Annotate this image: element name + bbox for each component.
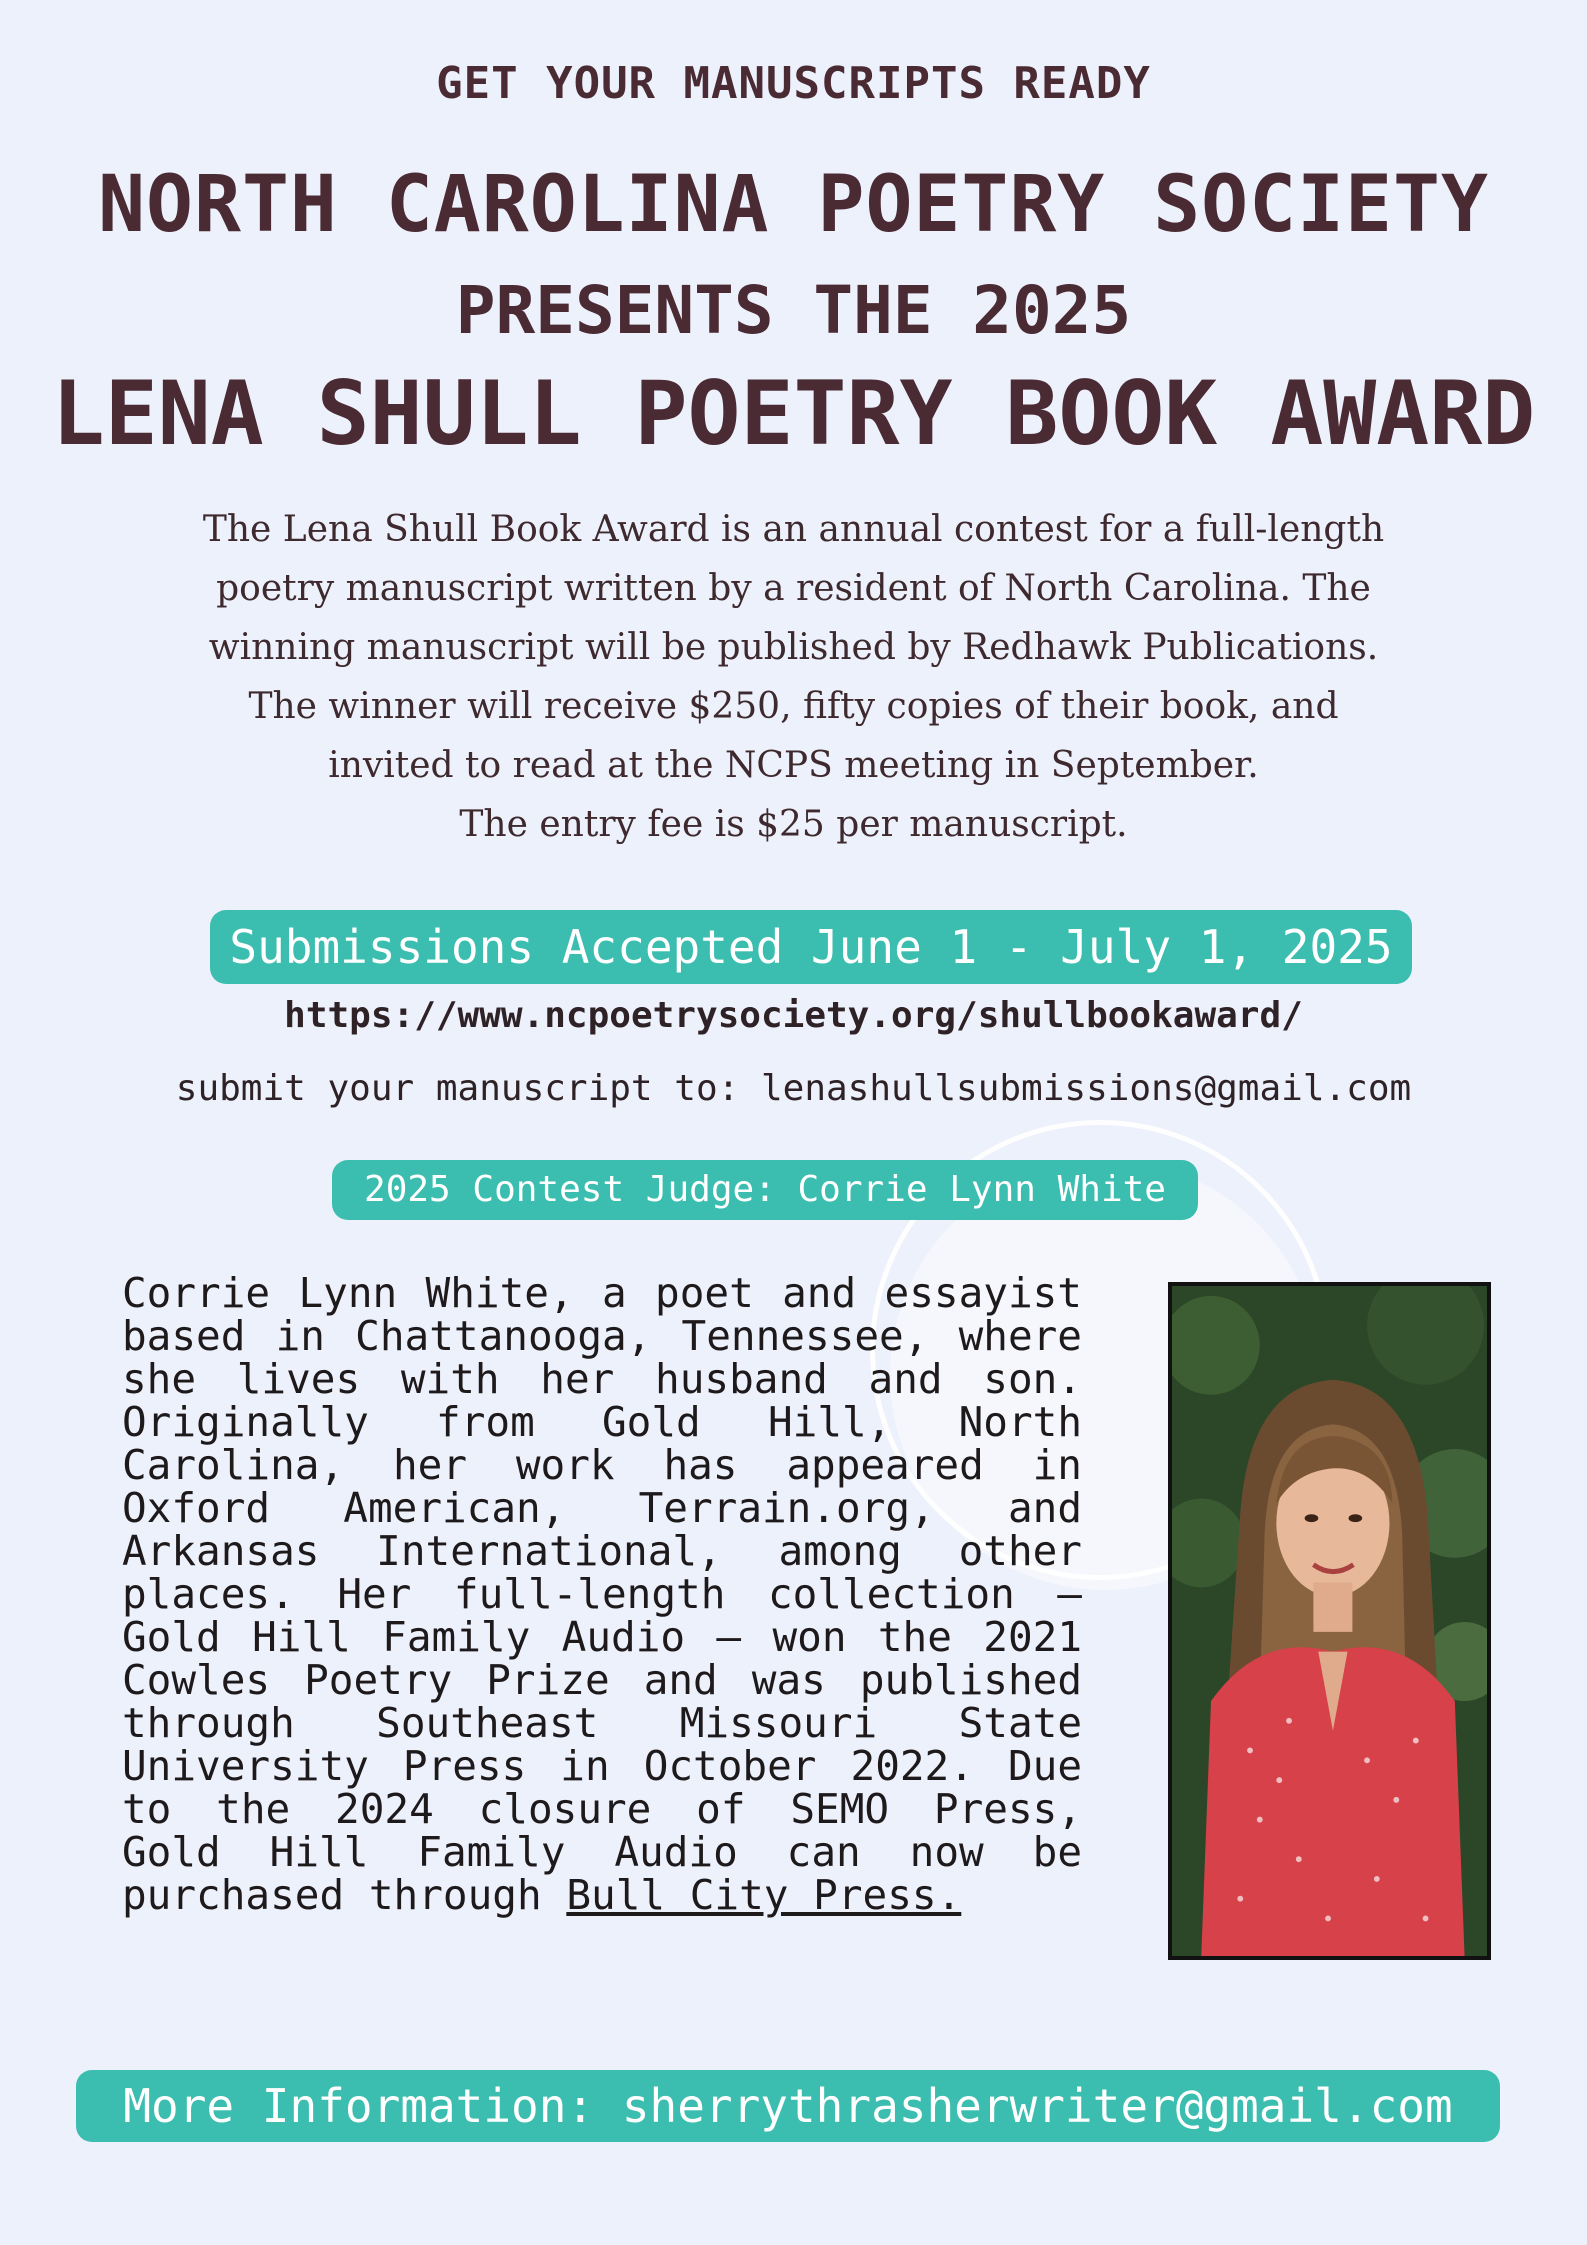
portrait-illustration	[1172, 1286, 1487, 1956]
bull-city-press-link[interactable]: Bull City Press.	[566, 1871, 962, 1919]
kicker-heading: GET YOUR MANUSCRIPTS READY	[436, 58, 1151, 109]
submit-email-line: submit your manuscript to: lenashullsubmissions@gmail.com	[175, 1068, 1412, 1109]
award-title: LENA SHULL POETRY BOOK AWARD	[51, 362, 1536, 465]
judge-bio-text: Corrie Lynn White, a poet and essayist based in Chattanooga, Tennessee, where she lives with her husband and son. Originally from Gold Hill, North Carolina, her work has appeared in Oxford American, Terrain.org, and Arkansas International, among other places. Her full-length collection — Gold Hill Family Audio — won the 2021 Cowles Poetry Prize and was published through Southeast Missouri State University Press in October 2022. Due to the 2024 closure of SEMO Press, Gold Hill Family Audio can now be purchased through	[122, 1269, 1082, 1919]
presents-heading: PRESENTS THE 2025	[455, 272, 1132, 349]
submission-dates-banner: Submissions Accepted June 1 - July 1, 2025	[210, 910, 1412, 984]
description-line: The winner will receive $250, fifty copies of their book, and	[248, 686, 1339, 727]
contest-judge-banner: 2025 Contest Judge: Corrie Lynn White	[332, 1160, 1198, 1220]
description-line: The entry fee is $25 per manuscript.	[459, 804, 1128, 845]
description-line: invited to read at the NCPS meeting in September.	[328, 745, 1259, 786]
judge-photo	[1168, 1282, 1491, 1960]
more-information-banner[interactable]: More Information: sherrythrasherwriter@gmail.com	[76, 2070, 1500, 2142]
judge-bio	[122, 1269, 1082, 1919]
organization-heading: NORTH CAROLINA POETRY SOCIETY	[98, 160, 1489, 250]
description-line: winning manuscript will be published by Redhawk Publications.	[208, 627, 1379, 668]
award-description	[0, 500, 1587, 854]
award-url-link[interactable]: https://www.ncpoetrysociety.org/shullbookaward/	[284, 995, 1303, 1036]
description-line: poetry manuscript written by a resident of North Carolina. The	[216, 568, 1371, 609]
description-line: The Lena Shull Book Award is an annual contest for a full-length	[202, 509, 1385, 550]
